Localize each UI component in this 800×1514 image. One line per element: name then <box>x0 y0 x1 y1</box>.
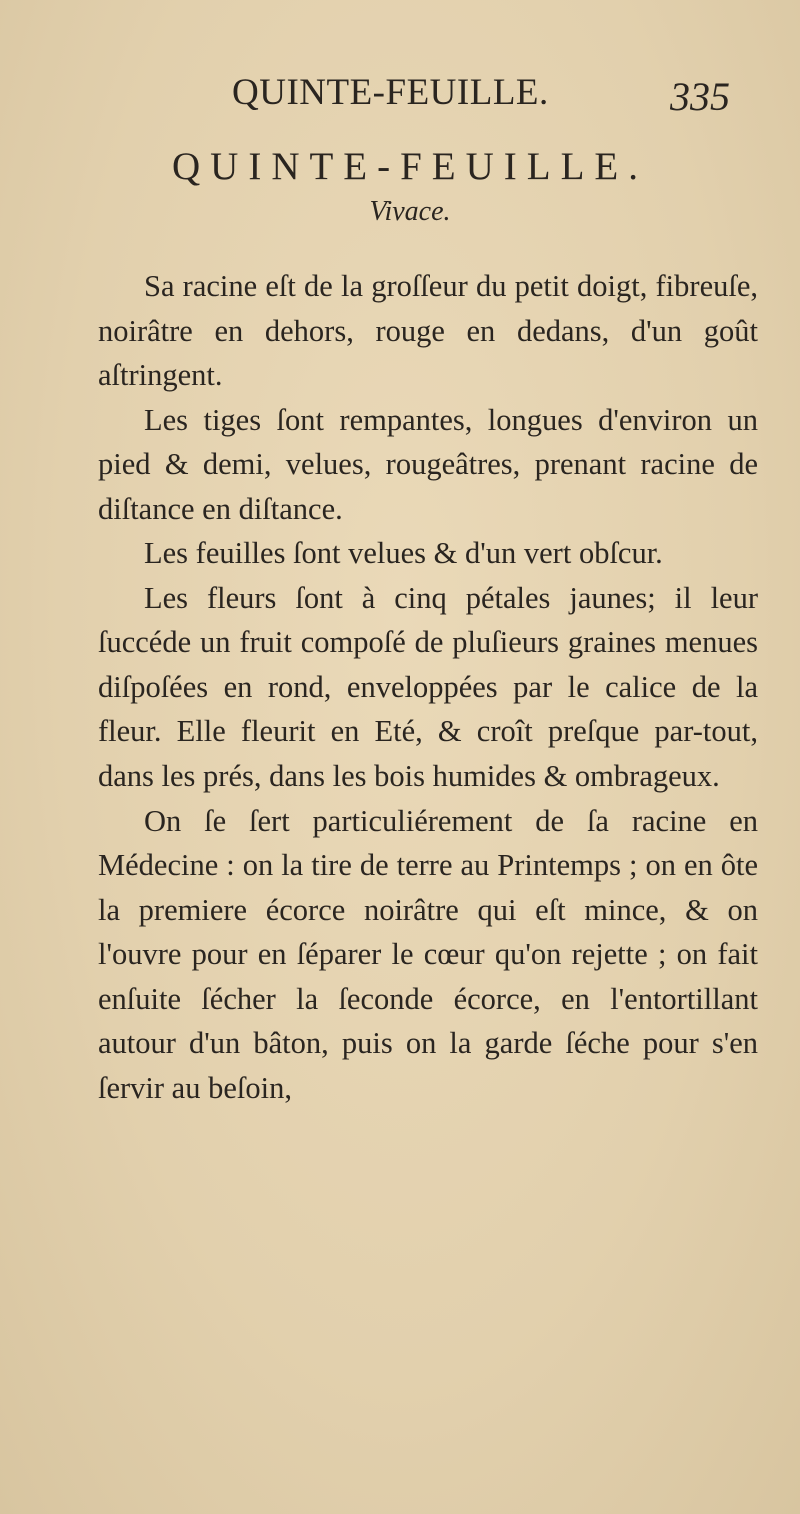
page-number: 335 <box>670 74 730 119</box>
paragraph: Les tiges ſont rempantes, longues d'environ un pied & demi, velues, rougeâtres, prenant racine de diſtance en diſtance. <box>98 402 758 526</box>
body-text <box>98 264 758 1110</box>
paragraph: Les fleurs ſont à cinq pétales jaunes; il leur ſuccéde un fruit compoſé de pluſieurs graines menues diſpoſées en rond, enveloppées par le calice de la fleur. Elle fleurit en Eté, & croît preſque par-tout, dans les prés, dans les bois humides & ombrageux. <box>98 580 758 794</box>
paragraph: Les feuilles ſont velues & d'un vert obſcur. <box>144 536 663 571</box>
paragraph: Sa racine eſt de la groſſeur du petit doigt, fibreuſe, noirâtre en dehors, rouge en dedans, d'un goût aſtringent. <box>98 269 758 393</box>
section-subheading: Vivace. <box>369 196 451 227</box>
section-heading: QUINTE-FEUILLE. <box>172 145 648 188</box>
paragraph: On ſe ſert particuliérement de ſa racine en Médecine : on la tire de terre au Printemps ; on en ôte la premiere écorce noirâtre qui eſt mince, & on l'ouvre pour en ſéparer le cœur qu'on rejette ; on fait enſuite ſécher la ſeconde écorce, en l'entortillant autour d'un bâton, puis on la garde ſéche pour s'en ſervir au beſoin, <box>98 803 758 1105</box>
running-head <box>232 68 752 118</box>
running-title: QUINTE-FEUILLE. <box>232 72 549 113</box>
